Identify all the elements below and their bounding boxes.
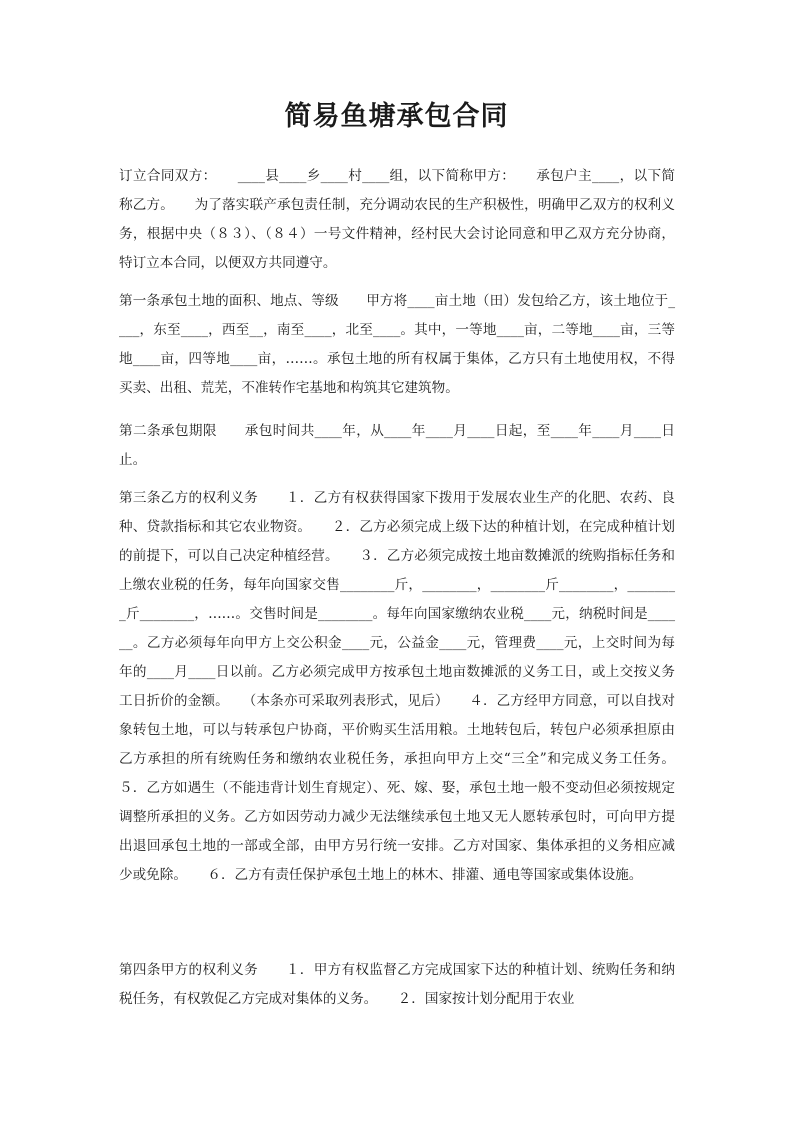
paragraph-article-4: 第四条甲方的权利义务 １．甲方有权监督乙方完成国家下达的种植计划、统购任务和纳税任务，有权敦促乙方完成对集体的义务。 ２．国家按计划分配用于农业	[119, 962, 675, 1007]
document-title: 简易鱼塘承包合同	[284, 101, 509, 132]
paragraph-parties: 订立合同双方： ____县____乡____村____组，以下简称甲方： 承包户主____，以下简称乙方。 为了落实联产承包责任制，充分调动农民的生产积极性，明确甲乙双方的权利义务，根据中央（８３）、（８４）一号文件精神，经村民大会讨论同意和甲乙双方充分协商，特订立本合同，以便双方共同遵守。	[119, 168, 675, 271]
paragraph-article-3: 第三条乙方的权利义务 １．乙方有权获得国家下拨用于发展农业生产的化肥、农药、良种、贷款指标和其它农业物资。 ２．乙方必须完成上级下达的种植计划，在完成种植计划的前提下，可以自己决定种植经营。 ３．乙方必须完成按土地亩数摊派的统购指标任务和上缴农业税的任务，每年向国家交售________斤，________，________斤________，________斤________，……。交售时间是________。每年向国家缴纳农业税____元，纳税时间是______。乙方必须每年向甲方上交公积金____元，公益金____元，管理费____元，上交时间为每年的____月____日以前。乙方必须完成甲方按承包土地亩数摊派的义务工日，或上交按义务工日折价的金额。 （本条亦可采取列表形式，见后） ４．乙方经甲方同意，可以自找对象转包土地，可以与转承包户协商，平价购买生活用粮。土地转包后，转包户必须承担原由乙方承担的所有统购任务和缴纳农业税任务，承担向甲方上交“三全”和完成义务工任务。５．乙方如遇生（不能违背计划生育规定）、死、嫁、娶，承包土地一般不变动但必须按规定调整所承担的义务。乙方如因劳动力减少无法继续承包土地又无人愿转承包时，可向甲方提出退回承包土地的一部或全部，由甲方另行统一安排。乙方对国家、集体承担的义务相应减少或免除。 ６．乙方有责任保护承包土地上的林木、排灌、通电等国家或集体设施。	[119, 490, 675, 883]
paragraph-article-2: 第二条承包期限 承包时间共____年，从____年____月____日起，至____年____月____日止。	[119, 423, 675, 468]
paragraph-article-1: 第一条承包土地的面积、地点、等级 甲方将____亩土地（田）发包给乙方，该土地位于____，东至____，西至__，南至____，北至____。其中，一等地____亩，二等地____亩，三等地____亩，四等地____亩，……。承包土地的所有权属于集体，乙方只有土地使用权，不得买卖、出租、荒芜，不准转作宅基地和构筑其它建筑物。	[119, 293, 675, 396]
